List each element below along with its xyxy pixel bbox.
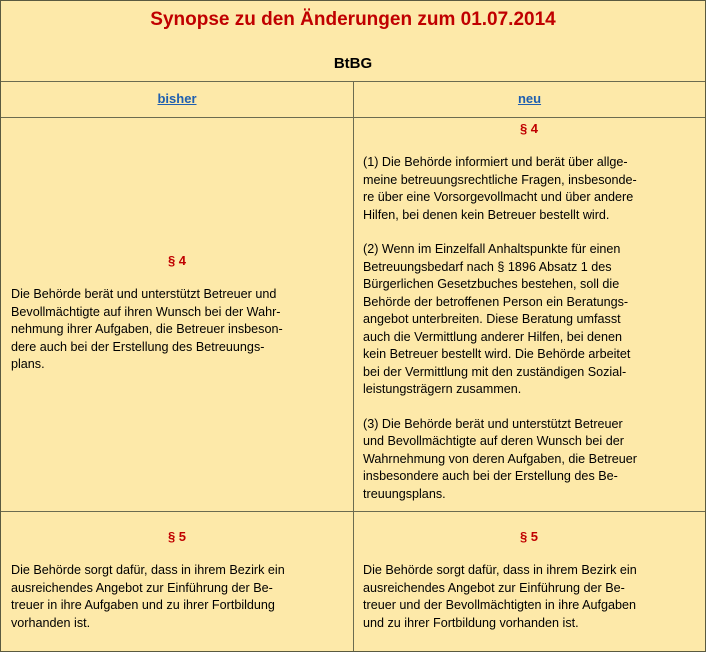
text-line: Wahrnehmung von deren Aufgaben, die Betreuer	[363, 451, 637, 466]
text-line: plans.	[11, 357, 45, 371]
text-line: (2) Wenn im Einzelfall Anhaltspunkte für einen	[363, 242, 621, 256]
text-line: Bürgerlichen Gesetzbuches bestehen, soll die	[363, 277, 620, 291]
text-line: und zu ihrer Fortbildung vorhanden ist.	[363, 615, 579, 630]
text-line: (1) Die Behörde informiert und berät über allge-	[363, 155, 628, 169]
paragraph-2	[363, 241, 695, 399]
paragraph-text	[11, 562, 343, 632]
text-line: Die Behörde berät und unterstützt Betreuer und	[11, 287, 277, 301]
text-line: leistungsträgern zusammen.	[363, 382, 522, 396]
text-line: ausreichendes Angebot zur Einführung der Be-	[363, 580, 625, 595]
text-line: Behörde der betroffenen Person ein Beratungs-	[363, 294, 629, 309]
text-line: (3) Die Behörde berät und unterstützt Betreuer	[363, 416, 623, 431]
law-name: BtBG	[333, 55, 373, 72]
section-heading: § 5	[167, 529, 187, 544]
text-line: treuer in ihre Aufgaben und zu ihrer Fortbildung	[11, 598, 275, 612]
text-line: treuungsplans.	[363, 486, 446, 501]
old-version-link[interactable]: bisher	[157, 91, 197, 106]
text-line: nehmung ihrer Aufgaben, die Betreuer insbeson-	[11, 322, 283, 336]
text-line: insbesondere auch bei der Erstellung des Be-	[363, 469, 618, 483]
text-line: kein Betreuer bestellt wird. Die Behörde arbeitet	[363, 347, 631, 361]
row1-new-cell	[363, 121, 695, 503]
section-heading: § 5	[519, 529, 539, 544]
text-line: Bevollmächtigte auf ihren Wunsch bei der Wahr-	[11, 304, 281, 319]
row2-new-cell	[363, 529, 695, 632]
new-version-link[interactable]: neu	[517, 91, 542, 106]
text-line: und Bevollmächtigte auf deren Wunsch bei der	[363, 434, 624, 448]
text-line: treuer und der Bevollmächtigten in ihre Aufgaben	[363, 598, 637, 612]
text-line: dere auch bei der Erstellung des Betreuungs-	[11, 339, 265, 354]
text-line: Die Behörde sorgt dafür, dass in ihrem Bezirk ein	[363, 563, 637, 577]
text-line: ausreichendes Angebot zur Einführung der Be-	[11, 580, 273, 595]
paragraph-3	[363, 416, 695, 504]
text-line: auch die Vermittlung anderer Hilfen, bei denen	[363, 329, 623, 344]
text-line: re über eine Vorsorgevollmacht und über andere	[363, 190, 634, 204]
row2-old-cell	[11, 529, 343, 632]
text-line: meine betreuungsrechtliche Fragen, insbesonde-	[363, 172, 637, 187]
text-line: Betreuungsbedarf nach § 1896 Absatz 1 des	[363, 259, 612, 274]
paragraph-text	[363, 562, 695, 632]
row1-old-cell	[11, 253, 343, 374]
text-line: vorhanden ist.	[11, 615, 91, 630]
column-divider	[353, 81, 354, 651]
section-heading: § 4	[519, 121, 539, 136]
paragraph-text	[11, 286, 343, 374]
text-line: Hilfen, bei denen kein Betreuer bestellt wird.	[363, 207, 610, 222]
paragraph-1	[363, 154, 695, 224]
text-line: angebot unterbreiten. Diese Beratung umfasst	[363, 312, 621, 326]
column-header-old	[1, 91, 353, 106]
column-header-new	[354, 91, 705, 106]
section-heading: § 4	[167, 253, 187, 268]
page-title: Synopse zu den Änderungen zum 01.07.2014	[150, 9, 556, 30]
text-line: bei der Vermittlung mit den zuständigen Sozial-	[363, 364, 627, 379]
text-line: Die Behörde sorgt dafür, dass in ihrem Bezirk ein	[11, 563, 285, 577]
